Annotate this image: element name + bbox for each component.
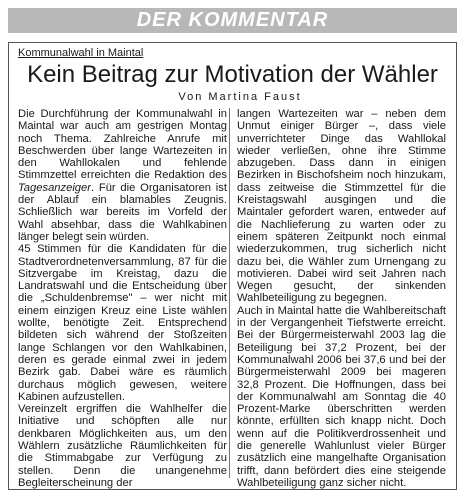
- section-title: DER KOMMENTAR: [136, 9, 329, 31]
- article-kicker: Kommunalwahl in Maintal: [18, 47, 144, 59]
- paragraph: Auch in Maintal hatte die Wahlbereitschaft in der Vergangenheit Tiefstwerte erreicht. Bei der Bürgermeisterwahl 2003 lag die Beteiligung bei 37,2 Prozent, bei der Kommunalwahl 2006 bei 37,6 und bei der Bürgermeisterwahl 2009 bei mageren 32,8 Prozent. Die Hoffnungen, dass bei der Kommunalwahl am Sonntag die 40 Prozent-Marke überschritten werden könnte, erfüllten sich knapp nicht. Doch wenn auf die Politikverdrossenheit und die generelle Wahlunlust vieler Bürger zusätzlich eine mangelhafte Organisation trifft, dann befördert dies eine steigende Wahlbeteiligung ganz sicher nicht.: [237, 304, 446, 489]
- article-column-left: [18, 108, 227, 489]
- column-divider: [229, 108, 230, 478]
- paragraph: [18, 108, 227, 243]
- paragraph-text: Die Durchführung der Kommunalwahl in Maintal war auch am gestrigen Montag noch Thema. Zahlreiche Anrufe mit Beschwerden über lange Wartezeiten in den Wahllokalen und fehlende Stimmzettel erreichten die Redaktion des: [18, 108, 227, 182]
- paragraph-text: . Für die Organisatoren ist der Ablauf ein blamables Zeugnis. Schließlich war bereits im Vorfeld der Wahl absehbar, dass die Wahlkabinen länger belegt sein würden.: [18, 181, 227, 243]
- newspaper-name: Tagesanzeiger: [18, 181, 91, 194]
- article-headline: Kein Beitrag zur Motivation der Wähler: [27, 61, 438, 88]
- article-byline: Von Martina Faust: [178, 91, 302, 103]
- article-column-right: [237, 108, 446, 489]
- paragraph: Vereinzelt ergriffen die Wahlhelfer die Initiative und schöpften alle nur denkbaren Möglichkeiten aus, um den Wählern zusätzliche Räumlichkeiten für die Stimmabgabe zur Verfügung zu stellen. Denn die unangenehme Begleiterscheinung der: [18, 403, 227, 489]
- paragraph: langen Wartezeiten war – neben dem Unmut einiger Bürger –, dass viele unverrichteter Dinge das Wahllokal wieder verließen, ohne ihre Stimme abzugeben. Dass dann in einigen Bezirken in Bischofsheim noch hinzukam, dass zeitweise die Stimmzettel für die Kreistagswahl ausgingen und die Maintaler gefordert waren, entweder auf die Nachlieferung zu warten oder zu einem späteren Zeitpunkt noch einmal wiederzukommen, trug sicherlich nicht dazu bei, die Wähler zum Urnengang zu motivieren. Dabei wird seit Jahren nach Wegen gesucht, der sinkenden Wahlbeteiligung zu begegnen.: [237, 108, 446, 305]
- paragraph: 45 Stimmen für die Kandidaten für die Stadtverordnetenversammlung, 87 für die Sitzvergabe im Kreistag, dazu die Landratswahl und die Entscheidung über die „Schuldenbremse" – wer nicht mit einem einzigen Kreuz eine Liste wählen wollte, benötigte Zeit. Entsprechend bildeten sich während der Stoßzeiten lange Schlangen vor den Wahlkabinen, deren es gerade einmal zwei in jedem Bezirk gab. Dabei wäre es räumlich durchaus möglich gewesen, weitere Kabinen aufzustellen.: [18, 243, 227, 403]
- section-banner: [8, 8, 457, 33]
